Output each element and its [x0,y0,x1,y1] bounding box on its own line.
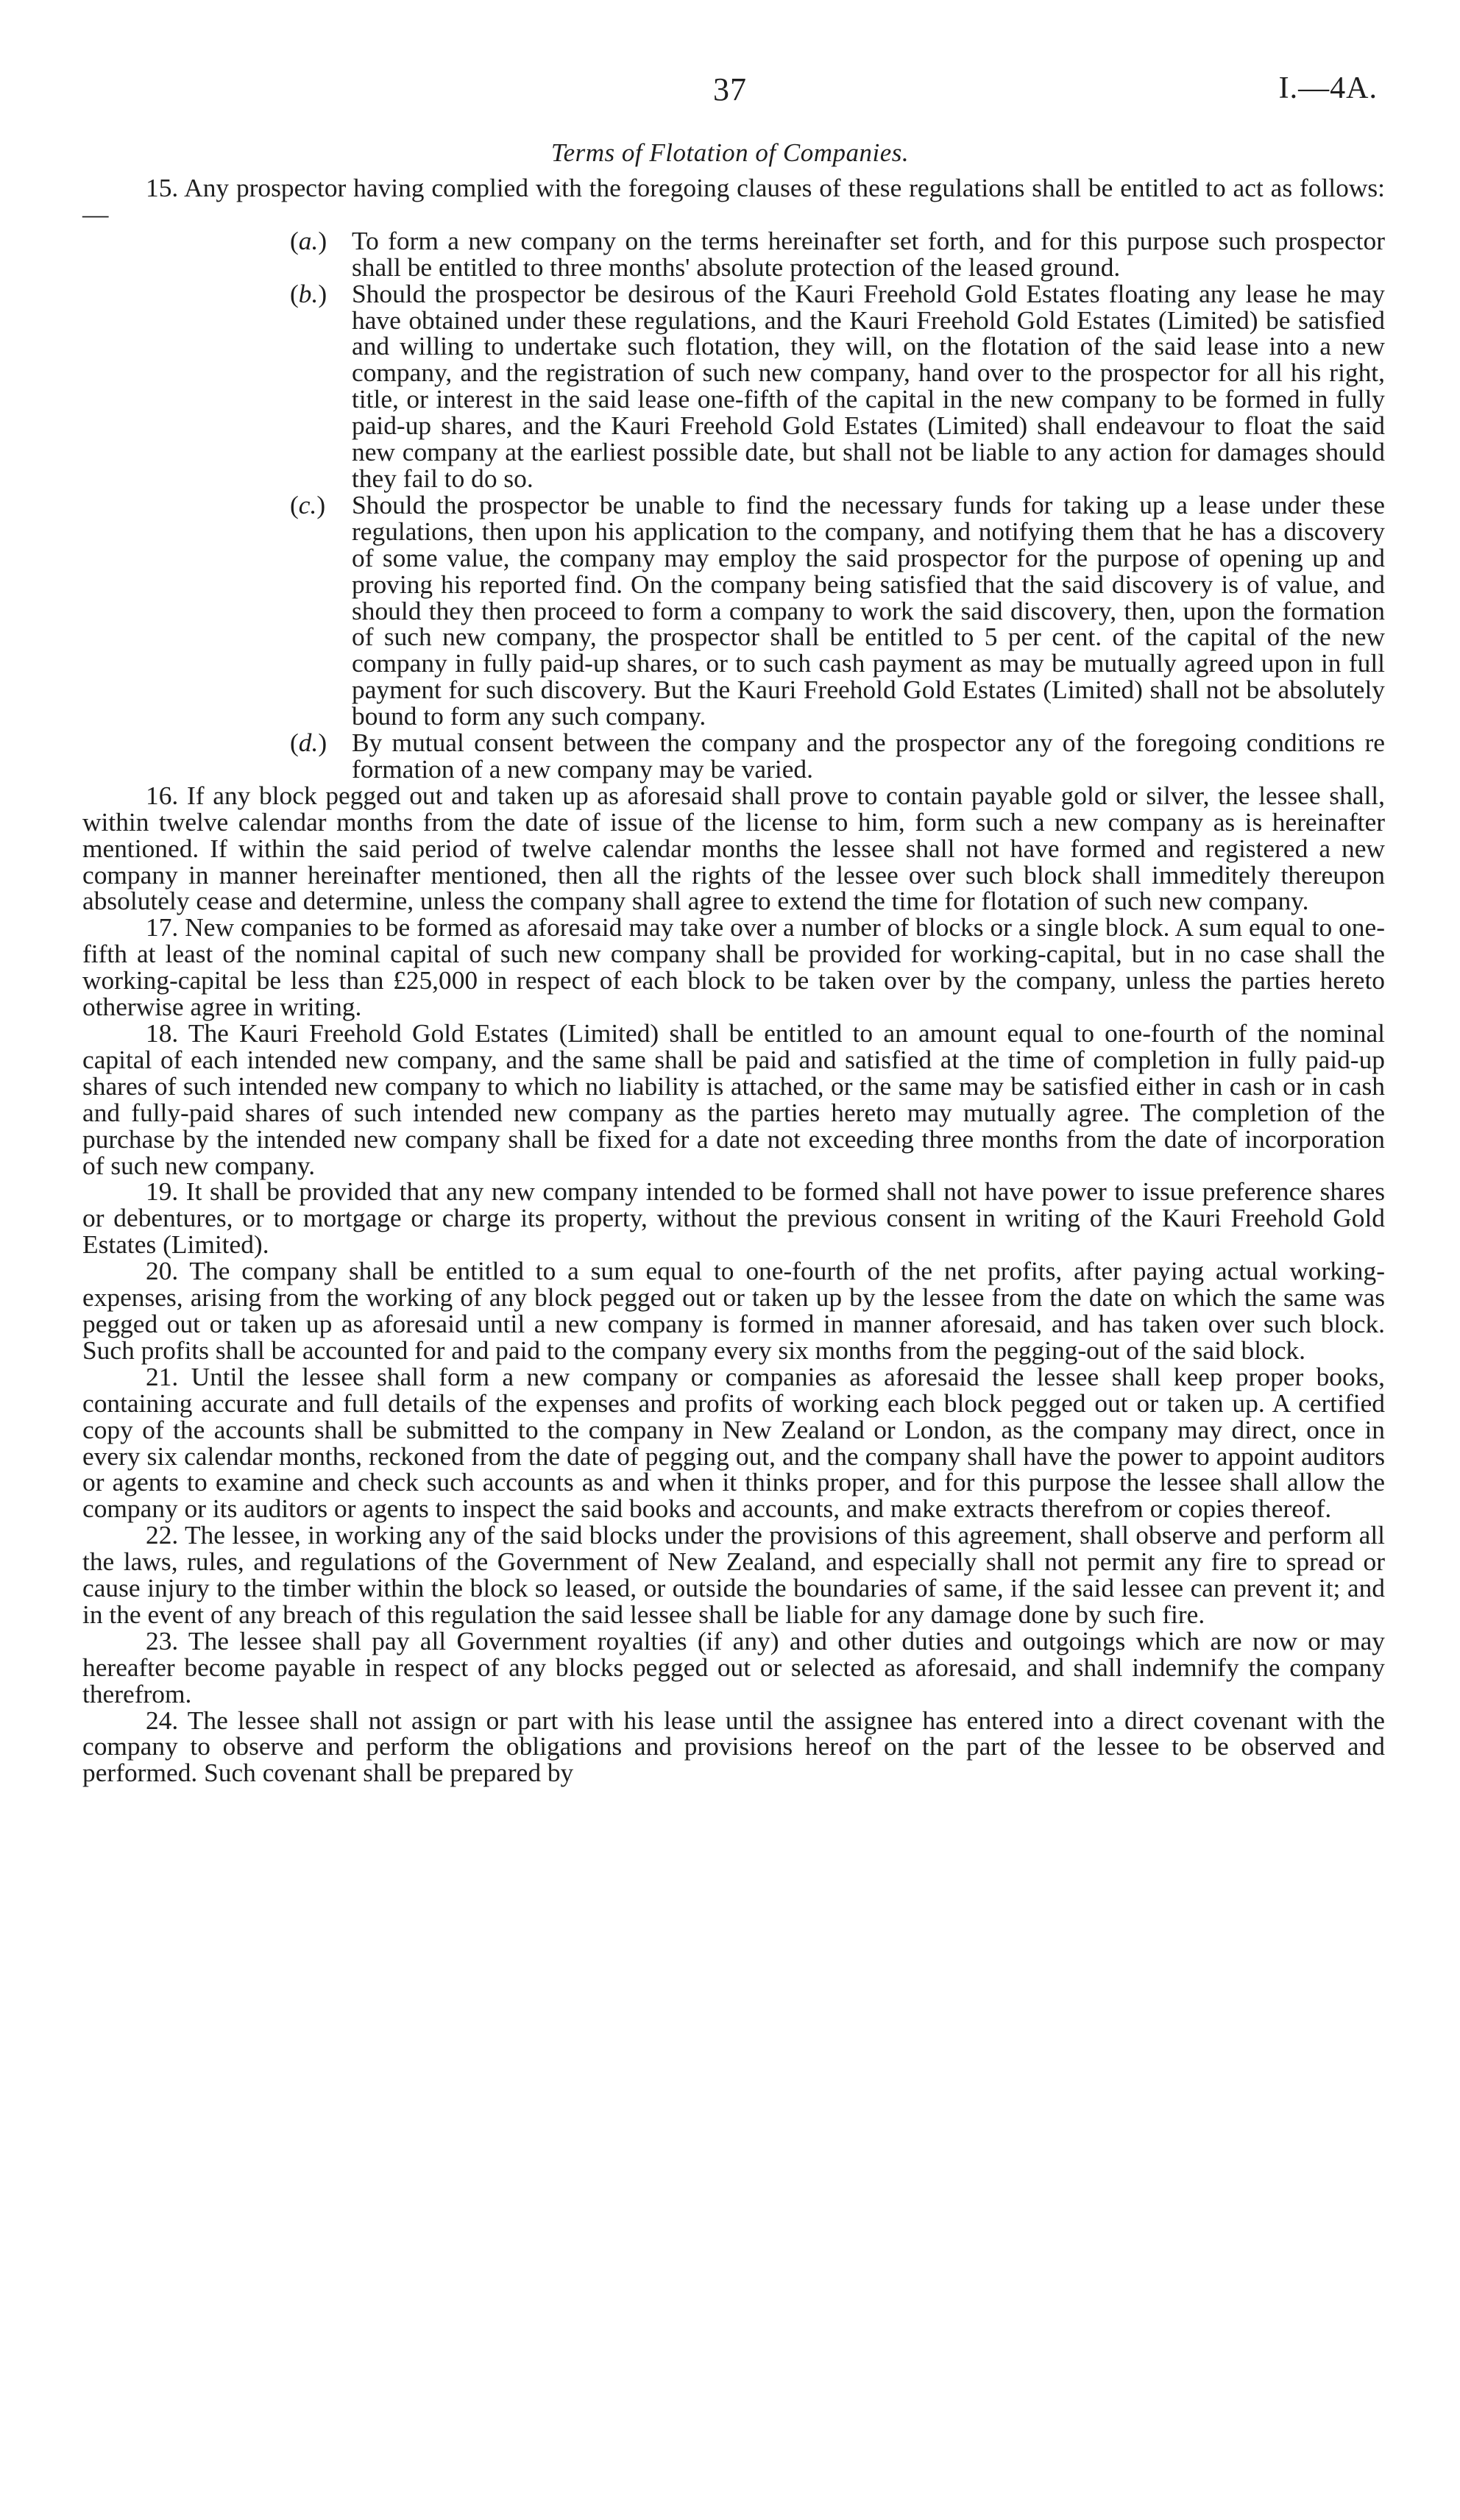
subitem-text: Should the prospector be desirous of the Kauri Freehold Gold Estates floating any lease he may have obtained under these regulations, and the Kauri Freehold Gold Estates (Limited) be satisfied and willing to undertake such flotation, they will, on the flotation of the said lease into a new company, and the registration of such new company, hand over to the prospector for all his right, title, or interest in the said lease one-fifth of the capital in the new company to be formed in fully paid-up shares, and the Kauri Freehold Gold Estates (Limited) shall endeavour to float the said new company at the earliest possible date, but shall not be liable to any action for damages should they fail to do so. [352,278,1385,493]
clause-24: 24. The lessee shall not assign or part with his lease until the assignee has entered into a direct covenant with the company to observe and perform the obligations and provisions hereof on the part of the lessee to be observed and performed. Such covenant shall be prepared by [82,1705,1385,1788]
subitem-label: (a.) [290,225,327,255]
clause-16: 16. If any block pegged out and taken up as aforesaid shall prove to contain payable gold or silver, the lessee shall, within twelve calendar months from the date of issue of the license to him, form such a new company as is hereinafter mentioned. If within the said period of twelve calendar months the lessee shall not have formed and registered a new company in manner hereinafter mentioned, then all the rights of the lessee over such block shall immeditely thereupon absolutely cease and determine, unless the company shall agree to extend the time for flotation of such new company. [82,780,1385,916]
subitem-label: (c.) [290,489,326,519]
clause-22: 22. The lessee, in working any of the said blocks under the provisions of this agreement, shall observe and perform all the laws, rules, and regulations of the Government of New Zealand, and especially shall not permit any fire to spread or cause injury to the timber within the block so leased, or outside the boundaries of same, if the said lessee can prevent it; and in the event of any breach of this regulation the said lessee shall be liable for any damage done by such fire. [82,1520,1385,1629]
clause-19: 19. It shall be provided that any new company intended to be formed shall not have power to issue preference shares or debentures, or to mortgage or charge its property, without the previous consent in writing of the Kauri Freehold Gold Estates (Limited). [82,1176,1385,1260]
clause-20: 20. The company shall be entitled to a sum equal to one-fourth of the net profits, after paying actual working-expenses, arising from the working of any block pegged out or taken up by the lessee from the date on which the same was pegged out or taken up as aforesaid until a new company is formed in manner aforesaid, and has taken over such block. Such profits shall be accounted for and paid to the company every six months from the pegging-out of the said block. [82,1256,1385,1365]
clause-15: 15. Any prospector having complied with the foregoing clauses of these regulations shall be entitled to act as follows:— [82,173,1385,229]
subitem-text: Should the prospector be unable to find the necessary funds for taking up a lease under these regulations, then upon his application to the company, and notifying them that he has a discovery of some value, the company may employ the said prospector for the purpose of opening up and proving his reported find. On the company being satisfied that the said discovery is of value, and should they then proceed to form a company to work the said discovery, then, upon the formation of such new company, the prospector shall be entitled to 5 per cent. of the capital of the new company in fully paid-up shares, or to such cash payment as may be mutually agreed upon in full payment for such discovery. But the Kauri Freehold Gold Estates (Limited) shall not be absolutely bound to form any such company. [352,489,1385,731]
subitem-text: To form a new company on the terms hereinafter set forth, and for this purpose such prospector shall be entitled to three months' absolute protection of the leased ground. [352,225,1385,282]
document-body [82,175,1385,1786]
subitem-a [290,225,1385,282]
subitem-c [290,489,1385,731]
document-reference: I.—4A. [1278,71,1378,105]
clause-23: 23. The lessee shall pay all Government royalties (if any) and other duties and outgoings which are now or may hereafter become payable in respect of any blocks pegged out or selected as aforesaid, and shall indemnify the company therefrom. [82,1625,1385,1708]
subitem-label: (b.) [290,278,327,308]
clause-15-subitems [82,225,1385,784]
page-number: 37 [713,71,747,107]
page-header [0,71,1460,115]
clause-17: 17. New companies to be formed as aforesaid may take over a number of blocks or a single block. A sum equal to one-fifth at least of the nominal capital of such new company shall be provided for working-capital, but in no case shall the working-capital be less than £25,000 in respect of each block to be taken over by the company, unless the parties hereto otherwise agree in writing. [82,912,1385,1022]
subitem-d [290,728,1385,784]
subitem-text: By mutual consent between the company and the prospector any of the foregoing conditions re formation of a new company may be varied. [352,728,1385,784]
clause-18: 18. The Kauri Freehold Gold Estates (Limited) shall be entitled to an amount equal to one-fourth of the nominal capital of each intended new company, and the same shall be paid and satisfied at the time of completion in fully paid-up shares of such intended new company to which no liability is attached, or the same may be satisfied either in cash or in cash and fully-paid shares of such intended new company as the parties hereto may mutually agree. The completion of the purchase by the intended new company shall be fixed for a date not exceeding three months from the date of incorporation of such new company. [82,1018,1385,1180]
subitem-label: (d.) [290,728,327,758]
subitem-b [290,278,1385,493]
section-title: Terms of Flotation of Companies. [550,138,910,167]
clause-21: 21. Until the lessee shall form a new company or companies as aforesaid the lessee shall keep proper books, containing accurate and full details of the expenses and profits of working each block pegged out or taken up. A certified copy of the accounts shall be submitted to the company in New Zealand or London, as the company may direct, once in every six calendar months, reckoned from the date of pegging out, and the company shall have the power to appoint auditors or agents to examine and check such accounts as and when it thinks proper, and for this purpose the lessee shall allow the company or its auditors or agents to inspect the said books and accounts, and make extracts therefrom or copies thereof. [82,1361,1385,1524]
